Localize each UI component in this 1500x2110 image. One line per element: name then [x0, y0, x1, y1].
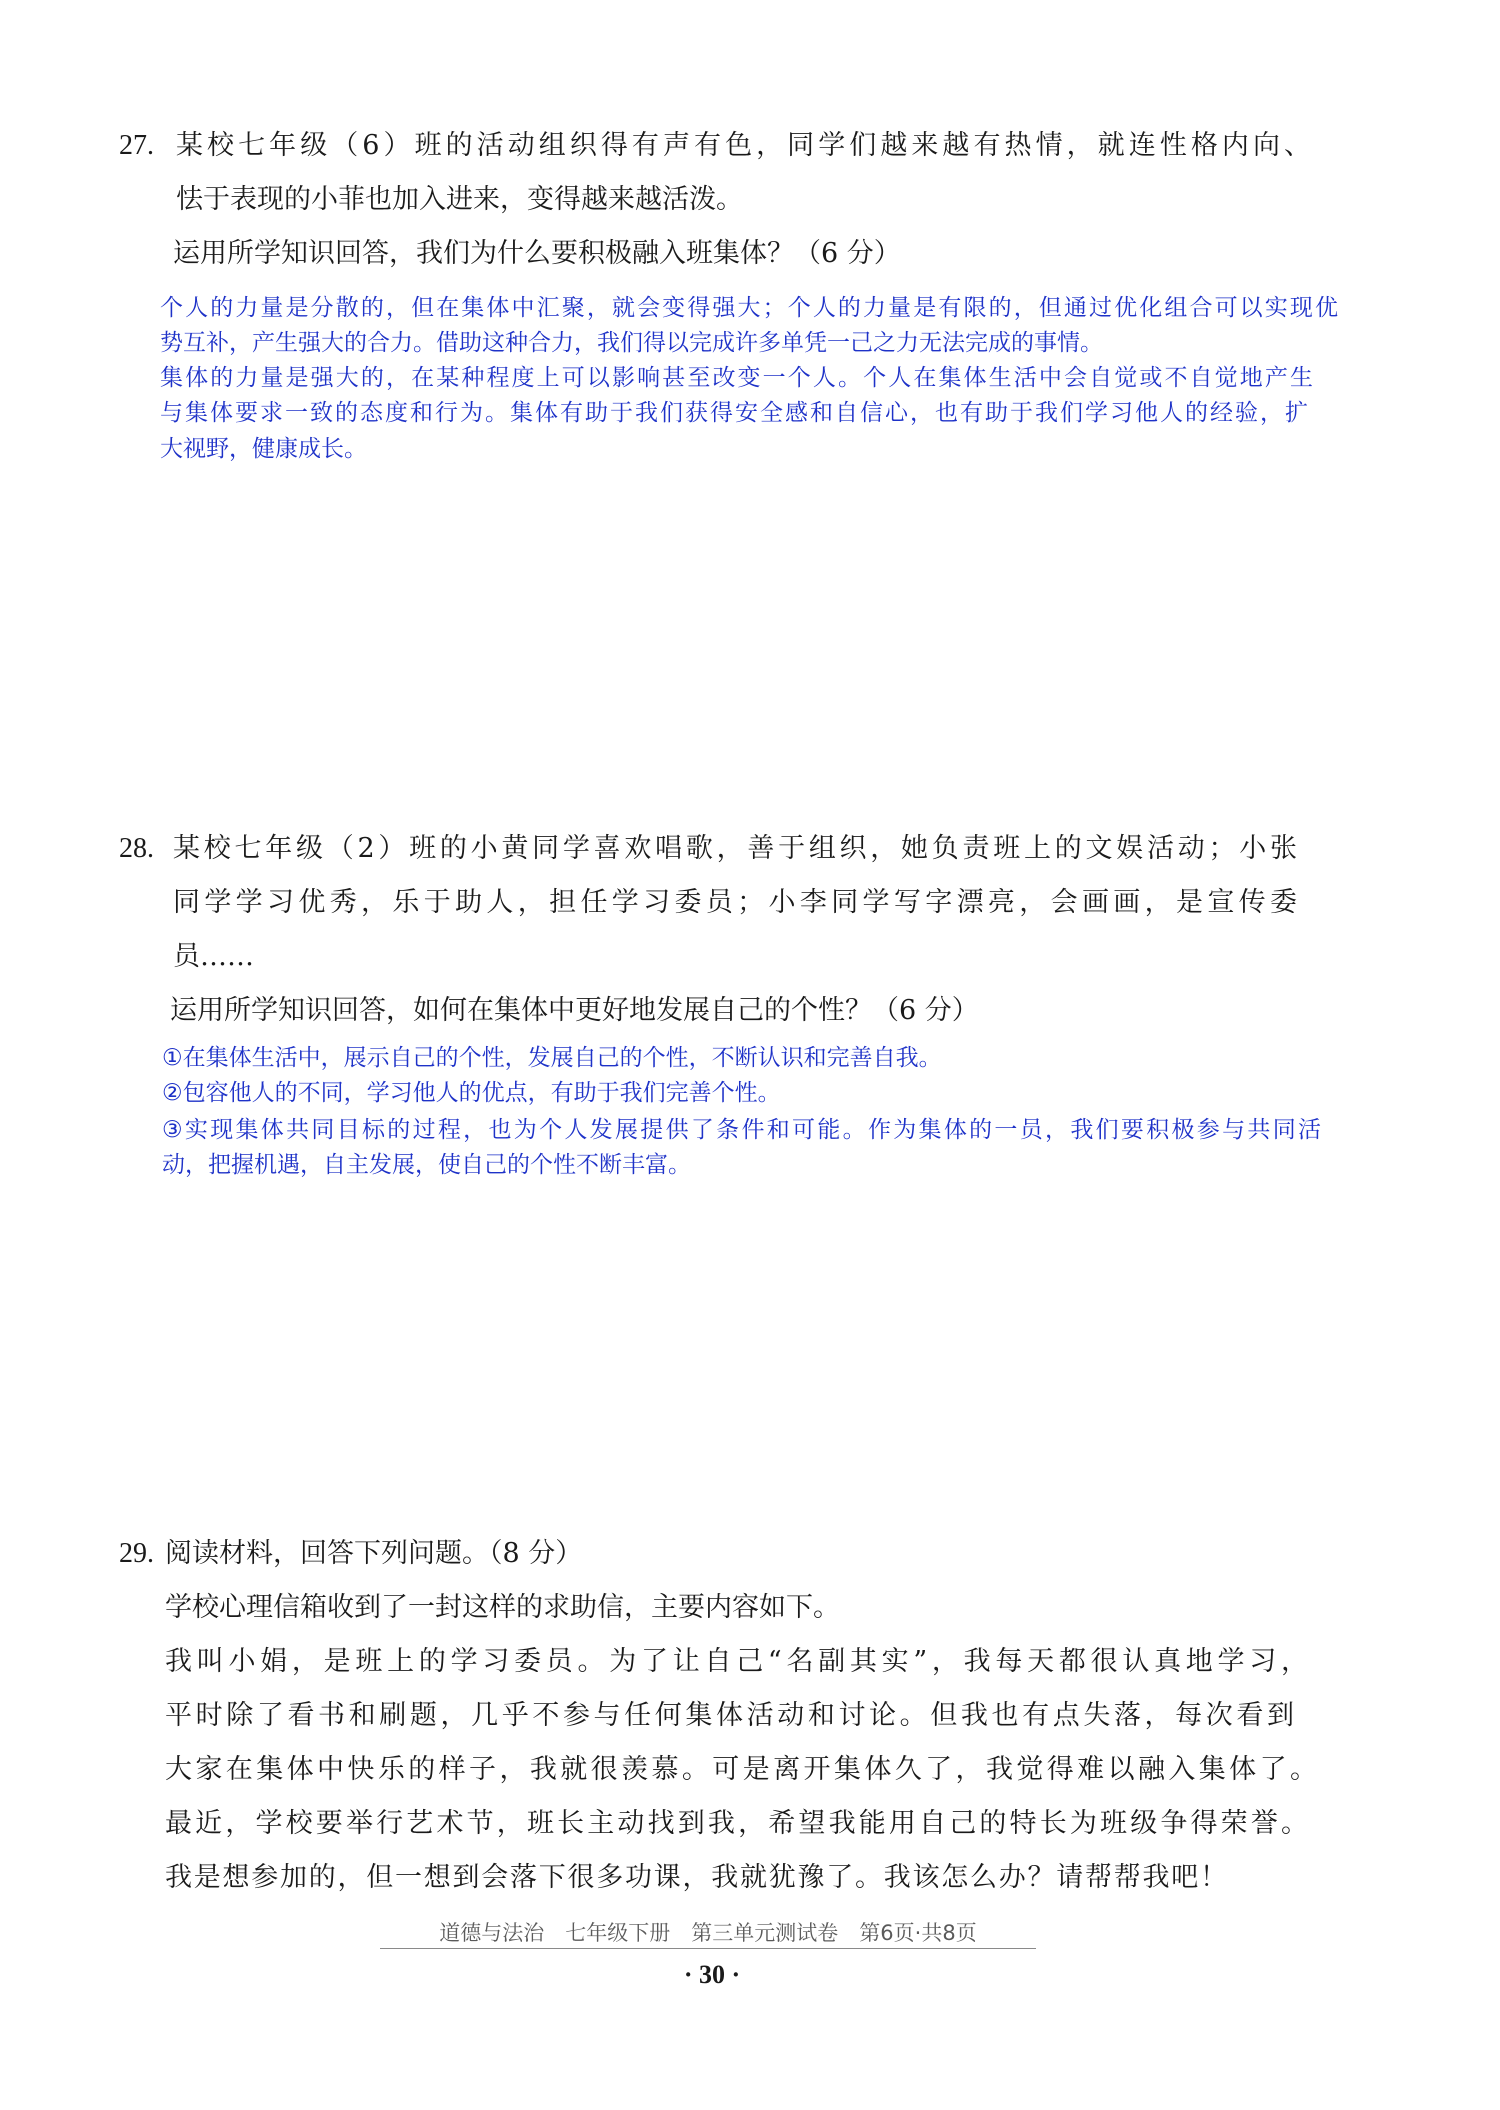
question-stem-line: 员……: [173, 941, 254, 972]
answer-line: ②包容他人的不同，学习他人的优点，有助于我们完善个性。: [162, 1080, 781, 1106]
answer-line: 集体的力量是强大的，在某种程度上可以影响甚至改变一个人。个人在集体生活中会自觉或不自觉地产生: [160, 365, 1313, 391]
answer-line: 动，把握机遇，自主发展，使自己的个性不断丰富。: [162, 1152, 691, 1178]
answer-line: 与集体要求一致的态度和行为。集体有助于我们获得安全感和自信心，也有助于我们学习他人的经验，扩: [160, 400, 1308, 426]
answer-line: ①在集体生活中，展示自己的个性，发展自己的个性，不断认识和完善自我。: [162, 1045, 942, 1071]
question-stem-line: 某校七年级（2）班的小黄同学喜欢唱歌，善于组织，她负责班上的文娱活动；小张: [173, 833, 1297, 864]
question-prompt: 阅读材料，回答下列问题。（8 分）: [165, 1538, 583, 1569]
letter-line: 最近，学校要举行艺术节，班长主动找到我，希望我能用自己的特长为班级争得荣誉。: [165, 1808, 1308, 1839]
question-number: 29.: [119, 1538, 154, 1569]
question-number: 28.: [119, 833, 154, 864]
question-stem-line: 怯于表现的小菲也加入进来，变得越来越活泼。: [176, 184, 743, 215]
letter-line: 平时除了看书和刷题，几乎不参与任何集体活动和讨论。但我也有点失落，每次看到: [165, 1700, 1294, 1731]
question-stem-line: 某校七年级（6）班的活动组织得有声有色，同学们越来越有热情，就连性格内向、: [176, 130, 1311, 161]
question-prompt: 运用所学知识回答，如何在集体中更好地发展自己的个性？（6 分）: [170, 995, 979, 1026]
question-prompt: 运用所学知识回答，我们为什么要积极融入班集体？（6 分）: [173, 238, 901, 269]
question-number: 27.: [119, 130, 154, 161]
answer-line: 势互补，产生强大的合力。借助这种合力，我们得以完成许多单凭一己之力无法完成的事情。: [160, 330, 1103, 356]
page-number: · 30 ·: [683, 1960, 741, 1989]
letter-line: 大家在集体中快乐的样子，我就很羡慕。可是离开集体久了，我觉得难以融入集体了。: [165, 1754, 1317, 1785]
letter-line: 我是想参加的，但一想到会落下很多功课，我就犹豫了。我该怎么办？请帮帮我吧！: [165, 1862, 1227, 1893]
material-intro: 学校心理信箱收到了一封这样的求助信，主要内容如下。: [165, 1592, 840, 1623]
answer-line: 个人的力量是分散的，但在集体中汇聚，就会变得强大；个人的力量是有限的，但通过优化组合可以实现优: [160, 295, 1338, 321]
letter-line: 我叫小娟，是班上的学习委员。为了让自己“名副其实”，我每天都很认真地学习，: [165, 1646, 1308, 1677]
footer-title: 道德与法治 七年级下册 第三单元测试卷 第6页·共8页: [380, 1918, 1036, 1949]
answer-line: 大视野，健康成长。: [160, 436, 367, 462]
question-stem-line: 同学学习优秀，乐于助人，担任学习委员；小李同学写字漂亮，会画画，是宣传委: [173, 887, 1297, 918]
answer-line: ③实现集体共同目标的过程，也为个人发展提供了条件和可能。作为集体的一员，我们要积极参与共同活: [162, 1117, 1321, 1143]
